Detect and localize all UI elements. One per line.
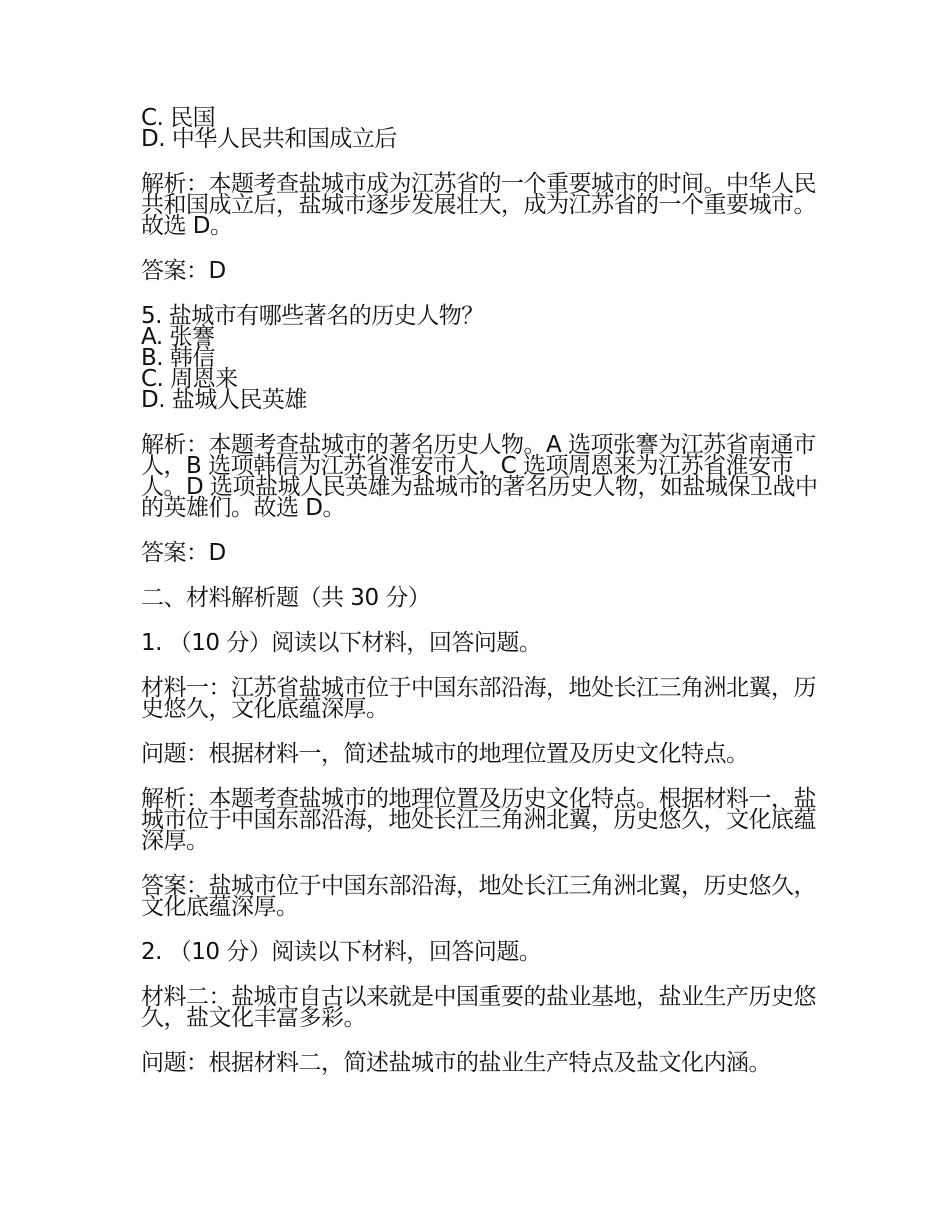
- s2-q1-analysis: 解析：本题考查盐城市的地理位置及历史文化特点。根据材料一，盐城市位于中国东部沿海，地处长江三角洲北翼，历史悠久，文化底蕴深厚。: [141, 786, 816, 854]
- q4-option-c: C. 民国: [141, 105, 216, 131]
- q4-analysis-text: 解析：本题考查盐城市成为江苏省的一个重要城市的时间。中华人民共和国成立后，盐城市逐步发展壮大，成为江苏省的一个重要城市。故选 D。: [141, 171, 816, 239]
- s2-q1-prompt-block: [141, 630, 821, 656]
- s2-q1-question-block: [141, 741, 821, 767]
- q5-answer: [141, 540, 821, 566]
- q5-analysis: [141, 432, 821, 521]
- q4-options-tail: [141, 105, 821, 152]
- s2-q1-analysis-block: [141, 786, 821, 854]
- section2-heading: 二、材料解析题（共 30 分）: [141, 585, 431, 611]
- q5-answer-text: 答案：D: [141, 540, 226, 566]
- s2-q1-prompt: 1. （10 分）阅读以下材料，回答问题。: [141, 630, 542, 656]
- q4-option-d: D. 中华人民共和国成立后: [141, 126, 397, 152]
- document-page: [141, 105, 821, 1098]
- s2-q1-answer-block: [141, 873, 821, 920]
- s2-q2-prompt: 2. （10 分）阅读以下材料，回答问题。: [141, 939, 542, 965]
- q5-question: 5. 盐城市有哪些著名的历史人物？: [141, 303, 484, 329]
- q5-analysis-text: 解析：本题考查盐城市的著名历史人物。A 选项张謇为江苏省南通市人，B 选项韩信为江苏省淮安市人，C 选项周恩来为江苏省淮安市人。D 选项盐城人民英雄为盐城市的著名历史人物，如盐城保卫战中的英雄们。故选 D。: [141, 432, 818, 521]
- q5-option-b: B. 韩信: [141, 345, 215, 371]
- s2-q1-answer: 答案：盐城市位于中国东部沿海，地处长江三角洲北翼，历史悠久，文化底蕴深厚。: [141, 873, 816, 920]
- q5-option-c: C. 周恩来: [141, 366, 238, 392]
- s2-q1-material: 材料一：江苏省盐城市位于中国东部沿海，地处长江三角洲北翼，历史悠久，文化底蕴深厚。: [141, 675, 816, 722]
- q4-answer-text: 答案：D: [141, 258, 226, 284]
- s2-q1-question: 问题：根据材料一，简述盐城市的地理位置及历史文化特点。: [141, 741, 749, 767]
- q5-question-block: [141, 303, 821, 413]
- s2-q2-question-block: [141, 1050, 821, 1076]
- s2-q2-prompt-block: [141, 939, 821, 965]
- s2-q1-material-block: [141, 675, 821, 722]
- q5-option-d: D. 盐城人民英雄: [141, 387, 307, 413]
- s2-q2-material: 材料二：盐城市自古以来就是中国重要的盐业基地，盐业生产历史悠久，盐文化丰富多彩。: [141, 984, 816, 1031]
- q5-option-a: A. 张謇: [141, 324, 215, 350]
- section2-heading-block: [141, 585, 821, 611]
- s2-q2-question: 问题：根据材料二，简述盐城市的盐业生产特点及盐文化内涵。: [141, 1050, 771, 1076]
- q4-answer: [141, 258, 821, 284]
- s2-q2-material-block: [141, 984, 821, 1031]
- q4-analysis: [141, 171, 821, 239]
